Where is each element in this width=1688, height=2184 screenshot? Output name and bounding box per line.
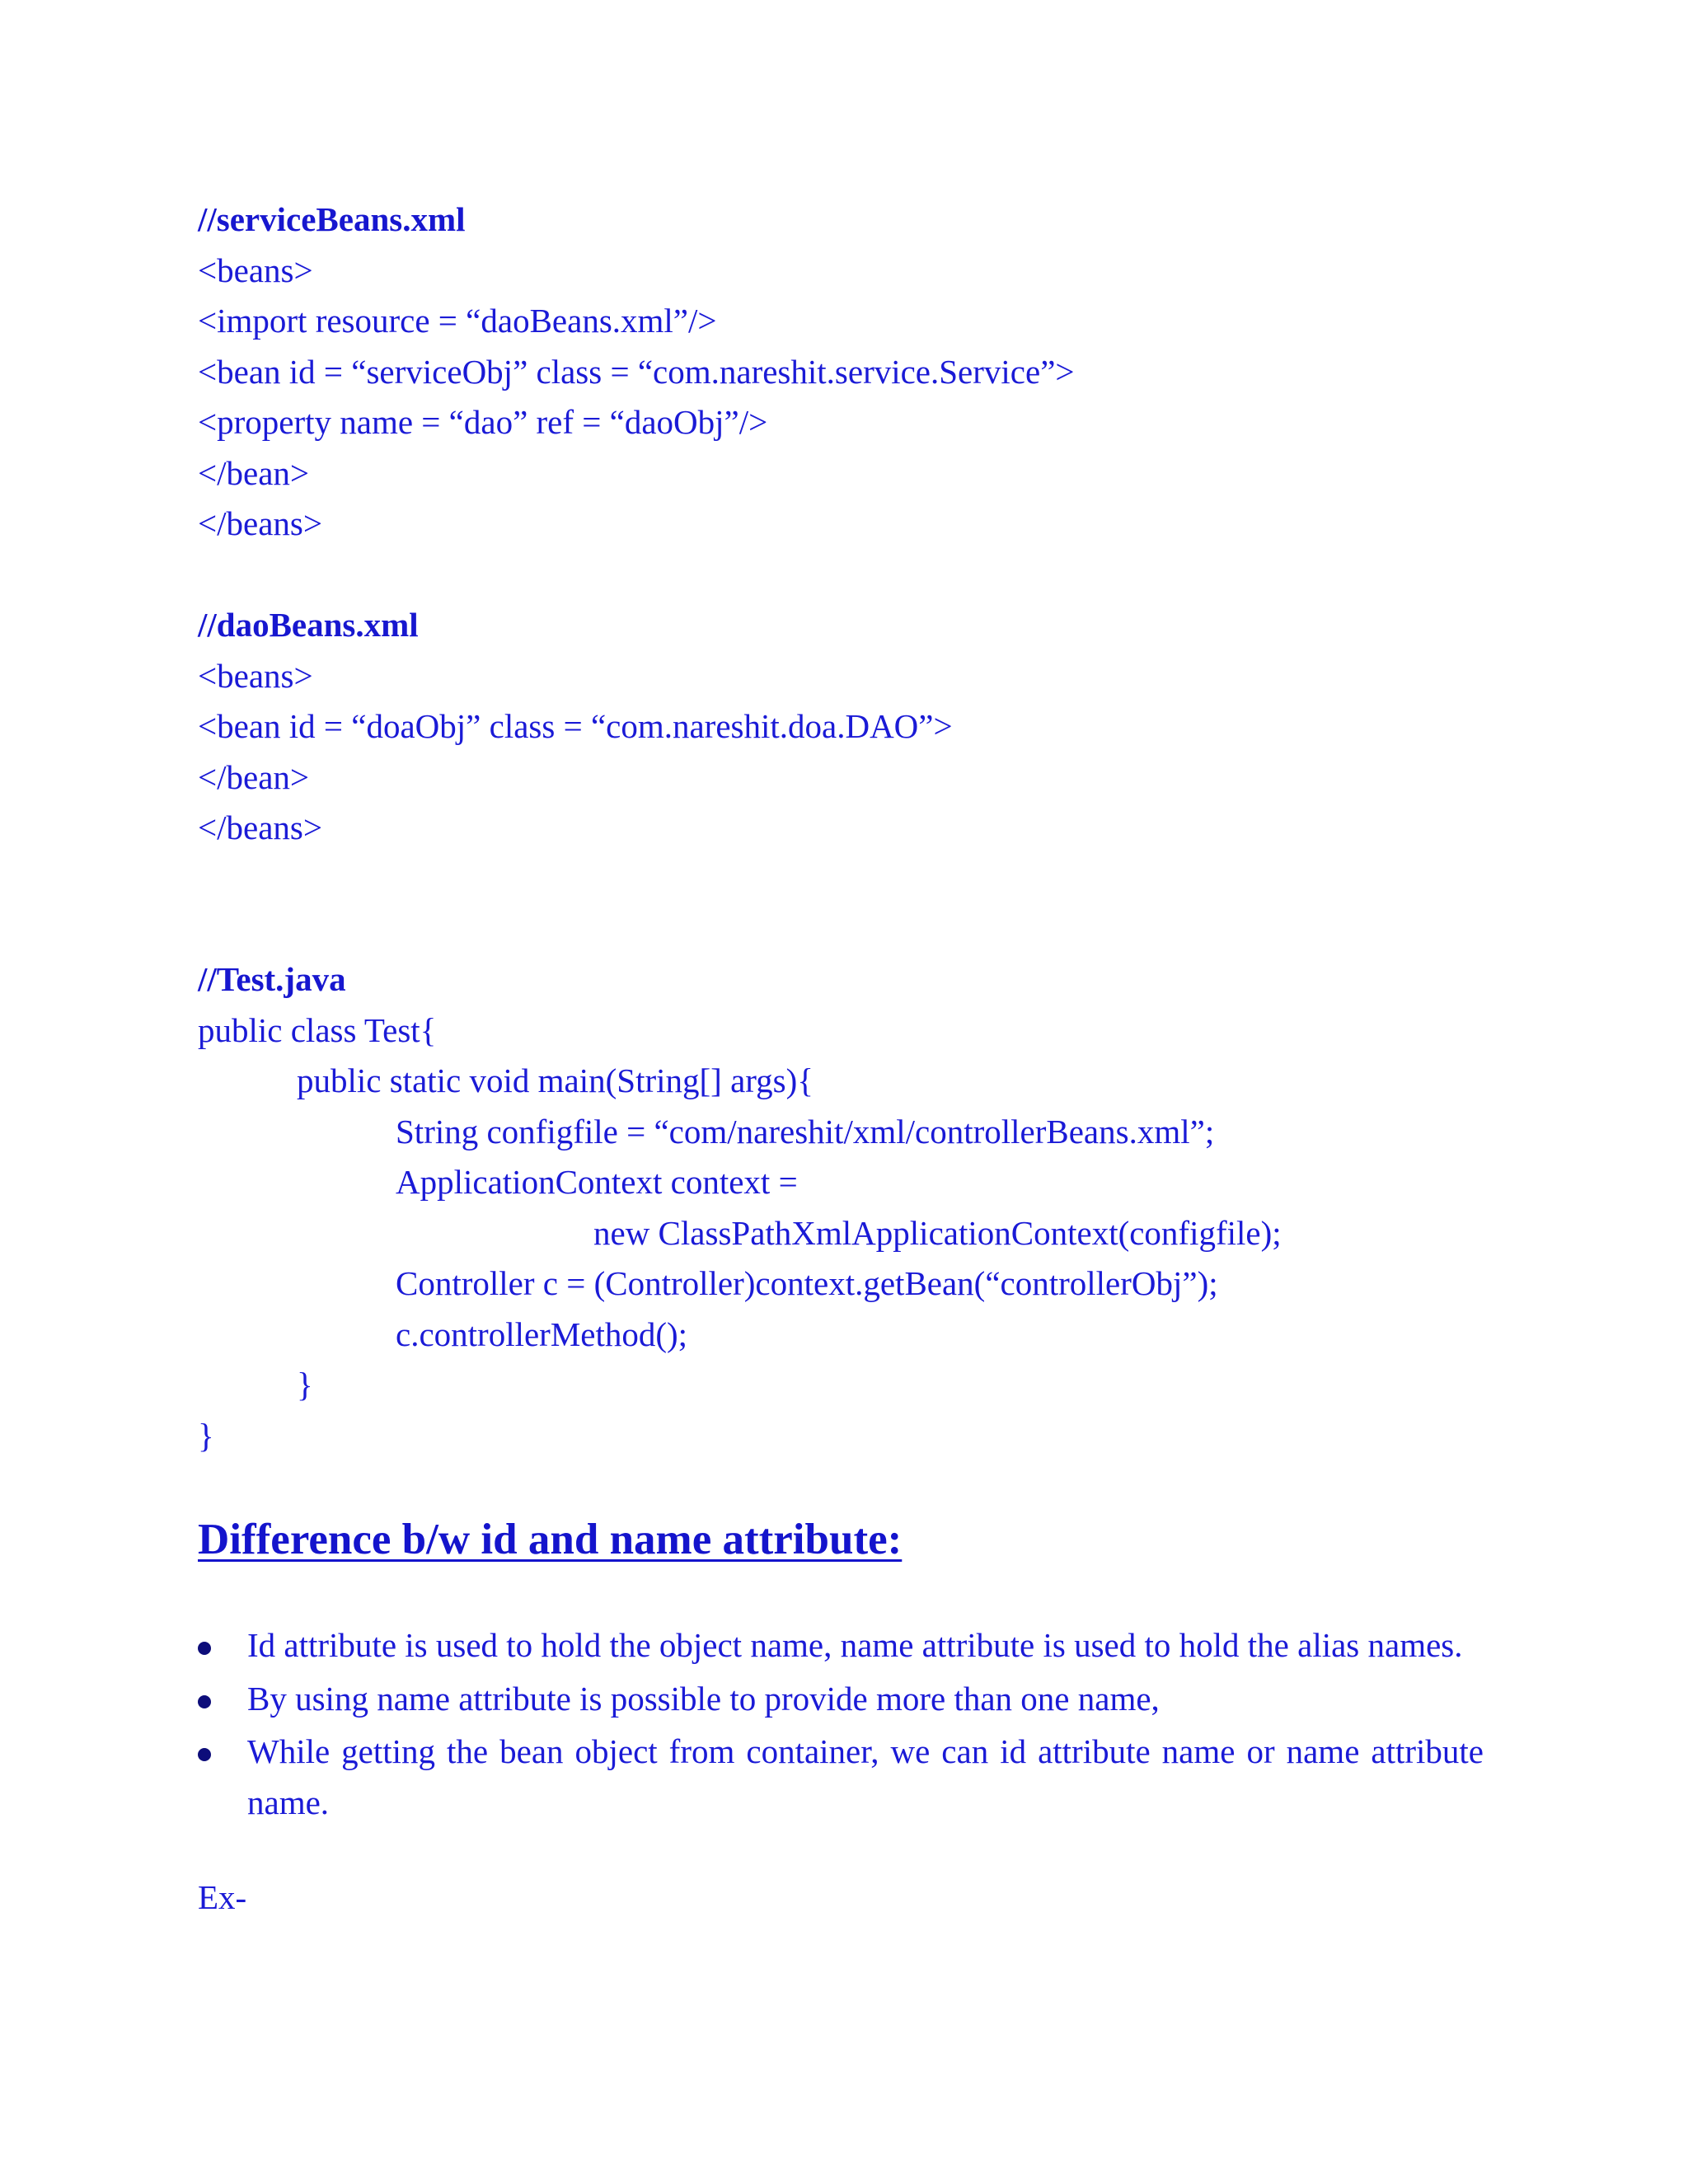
code-line: }: [198, 1416, 214, 1455]
service-beans-block: [198, 194, 1500, 550]
code-line: <beans>: [198, 656, 313, 695]
list-item-text: By using name attribute is possible to provide more than one name,: [247, 1679, 1160, 1718]
list-item-text: Id attribute is used to hold the object name, name attribute is used to hold the alias names.: [247, 1626, 1463, 1664]
list-item-text: While getting the bean object from container, we can id attribute name or name attribute name.: [247, 1732, 1484, 1821]
code-line: <bean id = “doaObj” class = “com.nareshit.doa.DAO”>: [198, 707, 953, 745]
dao-beans-block: [198, 600, 1500, 854]
code-line: public static void main(String[] args){: [297, 1062, 814, 1099]
code-line: <beans>: [198, 251, 313, 289]
service-beans-comment: //serviceBeans.xml: [198, 200, 466, 238]
code-line: </beans>: [198, 808, 322, 846]
code-line: String configfile = “com/nareshit/xml/controllerBeans.xml”;: [396, 1112, 1215, 1151]
test-java-comment: //Test.java: [198, 960, 346, 998]
code-line: </bean>: [198, 453, 310, 492]
bullet-icon: [198, 1642, 211, 1655]
code-line: public class Test{: [198, 1010, 437, 1049]
code-line: }: [297, 1366, 313, 1404]
code-line: new ClassPathXmlApplicationContext(configfile);: [593, 1213, 1282, 1252]
code-line: c.controllerMethod();: [396, 1315, 688, 1353]
code-line: <import resource = “daoBeans.xml”/>: [198, 302, 717, 340]
code-line: </beans>: [198, 504, 322, 542]
code-line: Controller c = (Controller)context.getBean(“controllerObj”);: [396, 1264, 1218, 1302]
code-line: ApplicationContext context =: [396, 1163, 798, 1201]
bullet-list: [198, 1620, 1484, 1830]
section-heading: Difference b/w id and name attribute:: [198, 1516, 903, 1563]
example-label: Ex-: [198, 1878, 247, 1916]
code-line: <property name = “dao” ref = “daoObj”/>: [198, 403, 768, 441]
test-java-block: [198, 954, 1500, 1461]
list-item: [198, 1727, 1484, 1828]
code-line: </bean>: [198, 757, 310, 796]
dao-beans-comment: //daoBeans.xml: [198, 606, 419, 644]
list-item: [198, 1674, 1484, 1725]
bullet-icon: [198, 1748, 211, 1761]
list-item: [198, 1620, 1484, 1671]
code-line: <bean id = “serviceObj” class = “com.nareshit.service.Service”>: [198, 352, 1075, 391]
bullet-icon: [198, 1695, 211, 1708]
